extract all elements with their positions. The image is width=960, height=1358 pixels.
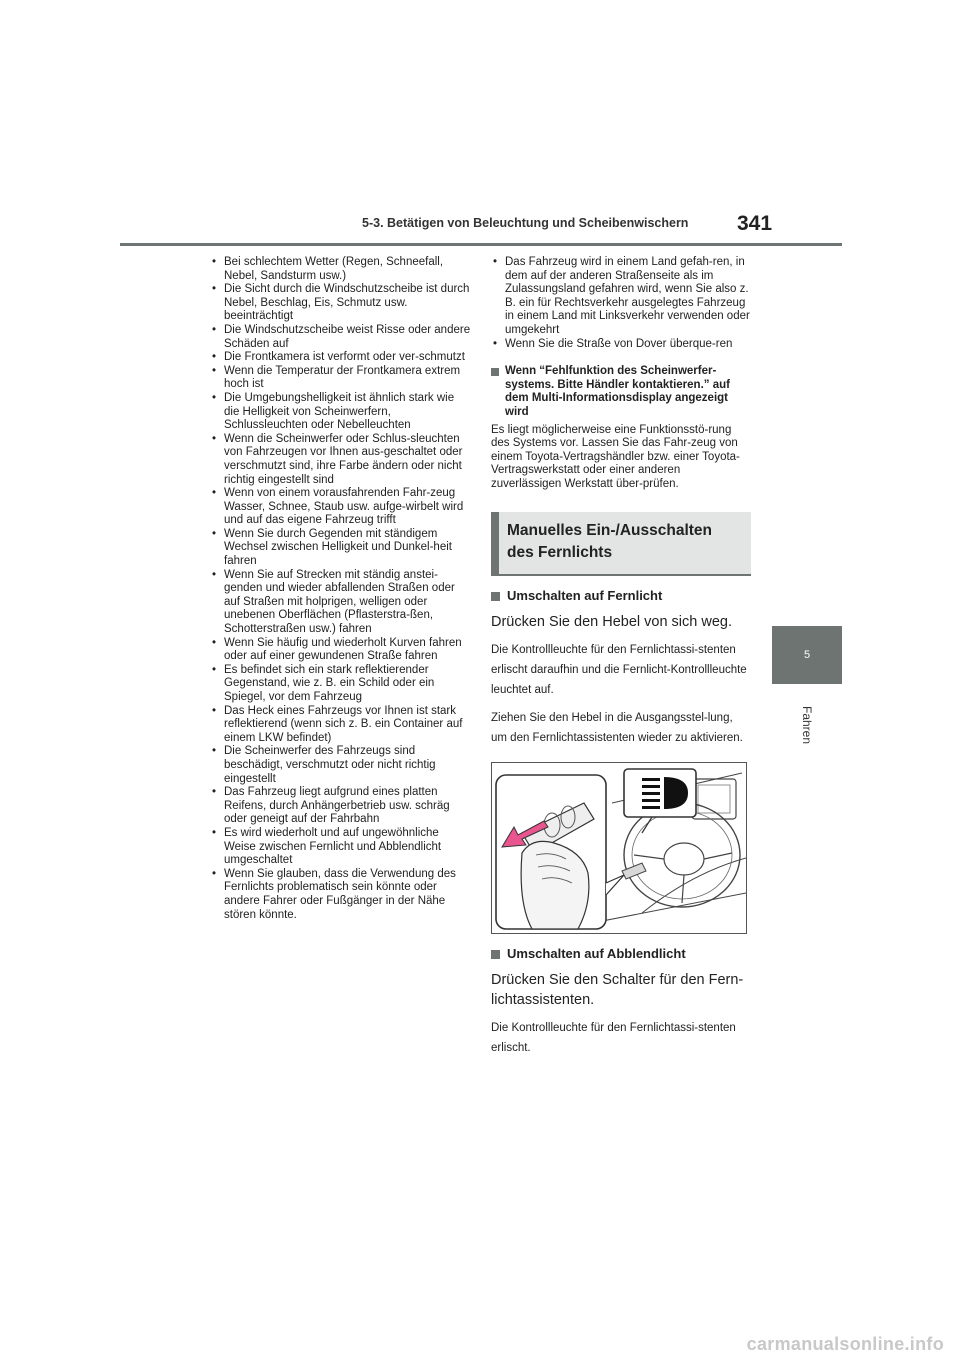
list-item: • Wenn Sie durch Gegenden mit ständigem Wechsel zwischen Helligkeit und Dunkel-heit fahren: [210, 528, 472, 569]
low-beam-heading: [491, 946, 751, 962]
high-beam-reactivate-detail: Ziehen Sie den Hebel in die Ausgangsstel-lung, um den Fernlichtassistenten wieder zu aktivieren.: [491, 711, 743, 744]
header-divider: [120, 243, 842, 246]
condition-list: [210, 256, 472, 922]
lever-illustration-drawing: [492, 763, 746, 933]
high-beam-heading-text: Umschalten auf Fernlicht: [507, 587, 663, 603]
left-column: [210, 256, 472, 922]
page-number: 341: [737, 212, 773, 235]
list-item: • Es befindet sich ein stark reflektierender Gegenstand, wie z. B. ein Schild oder ein Spiegel, vor dem Fahrzeug: [210, 664, 472, 705]
list-item: • Bei schlechtem Wetter (Regen, Schneefall, Nebel, Sandsturm usw.): [210, 256, 472, 283]
section-header-title: 5-3. Betätigen von Beleuchtung und Scheibenwischern: [362, 216, 689, 230]
malfunction-note-body: Es liegt möglicherweise eine Funktionsstö-rung des Systems vor. Lassen Sie das Fahr-zeug von einem Toyota-Vertragshändler bzw. einer Toyota-Vertragswerkstatt oder einer anderen zuverlässigen Werkstatt über-prüfen.: [491, 423, 740, 490]
lever-illustration: [491, 762, 747, 934]
square-bullet-icon: [491, 368, 499, 376]
high-beam-heading: [491, 588, 751, 604]
low-beam-heading-text: Umschalten auf Abblendlicht: [507, 945, 686, 961]
square-bullet-icon: [491, 950, 500, 959]
list-item: • Wenn Sie die Straße von Dover überque-ren: [491, 338, 751, 352]
list-item: • Die Windschutzscheibe weist Risse oder andere Schäden auf: [210, 324, 472, 351]
malfunction-note-title: Wenn “Fehlfunktion des Scheinwerfer-systems. Bitte Händler kontaktieren.” auf dem Multi-Informationsdisplay angezeigt wird: [505, 365, 730, 418]
square-bullet-icon: [491, 592, 500, 601]
list-item: • Das Heck eines Fahrzeugs vor Ihnen ist stark reflektierend (wenn sich z. B. ein Container auf einem LKW befindet): [210, 705, 472, 746]
low-beam-detail: Die Kontrollleuchte für den Fernlichtassi-stenten erlischt.: [491, 1021, 736, 1054]
list-item: • Wenn von einem vorausfahrenden Fahr-zeug Wasser, Schnee, Staub usw. aufge-wirbelt wird und auf das eigene Fahrzeug trifft: [210, 487, 472, 528]
list-item: • Wenn die Scheinwerfer oder Schlus-sleuchten von Fahrzeugen vor Ihnen aus-geschaltet oder verschmutzt sind, ihre Farbe ändern oder nicht richtig eingestellt sind: [210, 433, 472, 487]
list-item: • Die Frontkamera ist verformt oder ver-schmutzt: [210, 351, 472, 365]
chapter-label: [770, 700, 844, 750]
chapter-number: 5: [803, 649, 811, 661]
list-item: • Das Fahrzeug wird in einem Land gefah-ren, in dem auf der anderen Straßenseite als im Zulassungsland gefahren wird, wenn Sie also z. B. ein für Rechtsverkehr ausgelegtes Fahrzeug in einem Land mit Linksverkehr verwenden oder umgekehrt: [491, 256, 751, 338]
section-heading-box: [491, 512, 751, 576]
low-beam-instruction: Drücken Sie den Schalter für den Fern-lichtassistenten.: [491, 971, 744, 1008]
right-column: [491, 256, 751, 1058]
chapter-label-text: Fahren: [800, 705, 814, 745]
list-item: • Die Umgebungshelligkeit ist ähnlich stark wie die Helligkeit von Scheinwerfern, Schlussleuchten oder Nebelleuchten: [210, 392, 472, 433]
high-beam-detail: Die Kontrollleuchte für den Fernlichtassi-stenten erlischt daraufhin und die Fernlicht-Kontrollleuchte leuchtet auf.: [491, 643, 747, 696]
high-beam-instruction: Drücken Sie den Hebel von sich weg.: [491, 613, 732, 630]
chapter-tab[interactable]: [772, 626, 842, 684]
list-item: • Die Sicht durch die Windschutzscheibe ist durch Nebel, Beschlag, Eis, Schmutz usw. beeinträchtigt: [210, 283, 472, 324]
list-item: • Wenn Sie auf Strecken mit ständig anstei-genden und wieder abfallenden Straßen oder auf Straßen mit holprigen, welligen oder unebenen Oberflächen (Pflasterstra-ßen, Schotterstraßen usw.) fahren: [210, 569, 472, 637]
list-item: • Es wird wiederholt und auf ungewöhnliche Weise zwischen Fernlicht und Abblendlicht umgeschaltet: [210, 827, 472, 868]
malfunction-note-heading: [491, 365, 751, 419]
list-item: • Wenn Sie häufig und wiederholt Kurven fahren oder auf einer gewundenen Straße fahren: [210, 637, 472, 664]
section-title: Manuelles Ein-/Ausschalten des Fernlichts: [507, 521, 712, 561]
watermark-logo: carmanualsonline.info: [746, 1334, 944, 1354]
list-item: • Wenn die Temperatur der Frontkamera extrem hoch ist: [210, 365, 472, 392]
list-item: • Das Fahrzeug liegt aufgrund eines platten Reifens, durch Anhängerbetrieb usw. schräg oder geneigt auf der Fahrbahn: [210, 786, 472, 827]
condition-list-continued: [491, 256, 751, 351]
list-item: • Wenn Sie glauben, dass die Verwendung des Fernlichts problematisch sein könnte oder andere Fahrer oder Fußgänger in der Nähe stören könnte.: [210, 868, 472, 922]
list-item: • Die Scheinwerfer des Fahrzeugs sind beschädigt, verschmutzt oder nicht richtig eingestellt: [210, 745, 472, 786]
